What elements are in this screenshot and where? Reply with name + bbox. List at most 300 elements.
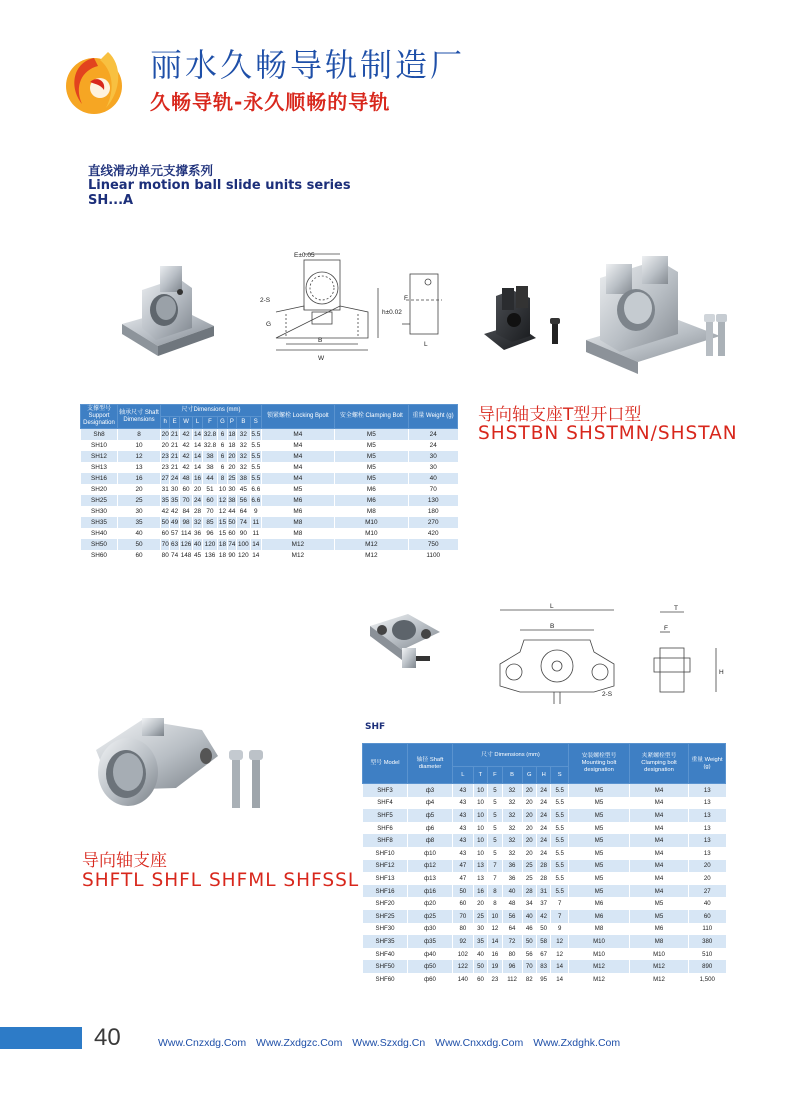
table-cell: M6 — [569, 897, 630, 910]
table-cell: 420 — [408, 528, 457, 539]
table-cell: 16 — [488, 948, 502, 961]
table-cell: 74 — [237, 517, 251, 528]
table-cell: 36 — [502, 860, 522, 873]
table-row — [81, 550, 458, 561]
table-cell: M12 — [262, 539, 335, 550]
table-cell: M5 — [569, 822, 630, 835]
company-slogan: 久畅导轨-永久顺畅的导轨 — [150, 90, 391, 114]
table-cell: ф60 — [408, 973, 453, 986]
table-cell: ф10 — [408, 847, 453, 860]
table-cell: 32 — [237, 451, 251, 462]
table-cell: 27 — [689, 885, 726, 898]
table-cell: 25 — [473, 910, 487, 923]
table-cell: 50 — [228, 519, 236, 526]
table-row — [363, 973, 726, 986]
table-cell: 82 — [522, 973, 536, 986]
table-cell: 18 — [228, 442, 236, 449]
table-cell: 15 — [218, 519, 227, 526]
table-cell: 8 — [488, 897, 502, 910]
table-cell: 10 — [473, 797, 487, 810]
table-cell: 70 — [453, 910, 474, 923]
table-cell: 18 — [227, 429, 236, 441]
table-cell: M5 — [334, 462, 408, 473]
table-cell: 35 — [171, 497, 179, 504]
col-clamping: 安全螺栓 Clamping Bolt — [334, 405, 408, 429]
table-cell: 102 — [453, 948, 474, 961]
table-cell: 96 — [202, 528, 218, 539]
table-cell: 50 — [161, 519, 169, 526]
table-cell: 20 — [118, 484, 161, 495]
table-cell: 7 — [551, 910, 569, 923]
table-cell: 43 — [453, 809, 474, 822]
label-shf-l: L — [550, 603, 554, 610]
section-title-en: Linear motion ball slide units series — [88, 178, 351, 193]
table-cell: 1100 — [408, 550, 457, 561]
table-cell: 42 — [536, 910, 550, 923]
table-cell: SHF4 — [363, 797, 408, 810]
table-cell: SHF12 — [363, 860, 408, 873]
table-cell: SHF40 — [363, 948, 408, 961]
table-cell: SH40 — [81, 528, 118, 539]
table-cell: 20 — [193, 486, 202, 493]
table-cell: 5 — [488, 809, 502, 822]
table-cell: 114 — [180, 530, 192, 537]
table-cell: 70 — [408, 484, 457, 495]
table-cell: 43 — [453, 834, 474, 847]
table-cell: 50 — [522, 935, 536, 948]
label-shf-s: 2-S — [602, 691, 613, 698]
table-cell: 6 — [218, 451, 227, 462]
table-cell: 5.5 — [251, 464, 261, 471]
table-cell: 20 — [522, 797, 536, 810]
table-cell: M4 — [630, 834, 689, 847]
table-cell: 32 — [502, 822, 522, 835]
table-cell: 21 — [170, 429, 179, 441]
table-cell: 40 — [408, 473, 457, 484]
table-cell: SHF35 — [363, 935, 408, 948]
table-row — [81, 495, 458, 506]
table-cell: 12 — [488, 923, 502, 936]
table-cell: ф16 — [408, 885, 453, 898]
col-b: B — [237, 417, 251, 429]
table-cell: M5 — [334, 429, 408, 441]
table-row — [363, 860, 726, 873]
table-cell: 14 — [250, 550, 261, 561]
table-cell: 50 — [536, 923, 550, 936]
table-cell: 6 — [218, 440, 227, 451]
table-cell: M4 — [262, 462, 335, 473]
table-cell: 15 — [218, 530, 227, 537]
col-shf-shaft: 轴径 Shaft diameter — [408, 744, 453, 784]
section-title — [88, 163, 351, 208]
table-cell: M6 — [262, 506, 335, 517]
table-cell: 5.5 — [551, 847, 569, 860]
table-cell: 32 — [237, 462, 251, 473]
table-cell: ф4 — [408, 797, 453, 810]
table-cell: M8 — [262, 517, 335, 528]
table-cell: 20 — [228, 453, 236, 460]
table-cell: 70 — [179, 495, 193, 506]
table-row — [363, 885, 726, 898]
table-cell: 92 — [453, 935, 474, 948]
table-cell: SH12 — [81, 451, 118, 462]
table-cell: M12 — [630, 973, 689, 986]
table-cell: 43 — [453, 797, 474, 810]
table-cell: M10 — [334, 517, 408, 528]
table-cell: 13 — [689, 797, 726, 810]
table-cell: 13 — [689, 847, 726, 860]
table-cell: 84 — [179, 506, 193, 517]
table-cell: 42 — [171, 508, 179, 515]
table-row — [81, 473, 458, 484]
table-cell: 32.8 — [202, 429, 218, 441]
table-cell: ф6 — [408, 822, 453, 835]
table-cell: 136 — [202, 550, 218, 561]
table-cell: 50 — [453, 885, 474, 898]
company-name: 丽水久畅导轨制造厂 — [150, 46, 466, 84]
table-cell: 20 — [522, 784, 536, 797]
table-cell: 38 — [202, 451, 218, 462]
col-e: E — [170, 417, 179, 429]
table-cell: 5.5 — [551, 822, 569, 835]
table-cell: 30 — [473, 923, 487, 936]
table-cell: M5 — [334, 451, 408, 462]
table-cell: M5 — [569, 797, 630, 810]
table-cell: 5 — [488, 822, 502, 835]
table-cell: M12 — [262, 550, 335, 561]
table-cell: SHF60 — [363, 973, 408, 986]
table-cell: 28 — [522, 885, 536, 898]
table-cell: M12 — [569, 960, 630, 973]
table-cell: M8 — [262, 528, 335, 539]
table-cell: 35 — [473, 935, 487, 948]
table-cell: M4 — [262, 473, 335, 484]
table-cell: 5.5 — [250, 429, 261, 441]
table-cell: 7 — [488, 860, 502, 873]
table-cell: 45 — [193, 552, 202, 559]
table-cell: M5 — [569, 784, 630, 797]
table-cell: M10 — [569, 948, 630, 961]
shstbn-product-photo — [482, 238, 742, 388]
table-cell: 32 — [502, 847, 522, 860]
table-cell: Sh8 — [81, 429, 118, 441]
table-cell: 60 — [473, 973, 487, 986]
table-cell: 57 — [171, 530, 179, 537]
table-cell: 112 — [502, 973, 522, 986]
table-cell: M10 — [569, 935, 630, 948]
shf-section-label: SHF — [365, 722, 386, 732]
table-cell: 42 — [179, 451, 193, 462]
col-shf-model: 型号 Model — [363, 744, 408, 784]
table-cell: SHF8 — [363, 834, 408, 847]
table-cell: M10 — [630, 948, 689, 961]
shf-drawing — [490, 600, 730, 712]
table-cell: ф30 — [408, 923, 453, 936]
table-cell: 380 — [689, 935, 726, 948]
col-shf-mounting: 安装螺栓型号 Mounting bolt designation — [569, 744, 630, 784]
col-locking: 锁紧螺栓 Locking Bpolt — [262, 405, 335, 429]
table-cell: 5.5 — [551, 784, 569, 797]
table-cell: ф12 — [408, 860, 453, 873]
table-cell: 32 — [502, 797, 522, 810]
col-s: S — [250, 417, 261, 429]
table-cell: 11 — [250, 528, 261, 539]
table-cell: 24 — [408, 440, 457, 451]
table-cell: 890 — [689, 960, 726, 973]
table-cell: 56 — [522, 948, 536, 961]
table-row — [363, 948, 726, 961]
table-cell: M5 — [334, 440, 408, 451]
col-shf-s: S — [551, 767, 569, 784]
col-shf-weight: 重量 Weight (g) — [689, 744, 726, 784]
table-cell: 6 — [218, 429, 227, 441]
label-shf-h: H — [719, 669, 724, 676]
table-cell: 67 — [536, 948, 550, 961]
col-l: L — [193, 417, 202, 429]
table-cell: 25 — [522, 872, 536, 885]
table-cell: 6.6 — [251, 497, 261, 504]
table-cell: 28 — [193, 508, 202, 515]
table-cell: M12 — [334, 550, 408, 561]
table-cell: 23 — [161, 464, 169, 471]
table-cell: 80 — [502, 948, 522, 961]
table-cell: 32 — [502, 834, 522, 847]
table-cell: ф35 — [408, 935, 453, 948]
table-cell: M4 — [262, 451, 335, 462]
table-cell: ф20 — [408, 897, 453, 910]
table-cell: 9 — [551, 923, 569, 936]
table-cell: M6 — [569, 910, 630, 923]
table-cell: 27 — [161, 475, 169, 482]
col-designation: 支撑型号 Support Designation — [81, 405, 118, 429]
table-cell: 10 — [118, 440, 161, 451]
table-cell: 12 — [218, 497, 227, 504]
table-cell: 120 — [202, 539, 218, 550]
table-cell: 750 — [408, 539, 457, 550]
table-cell: 24 — [536, 784, 550, 797]
table-cell: 130 — [408, 495, 457, 506]
footer-link[interactable]: Www.Cnxxdg.Com — [435, 1037, 524, 1049]
table-cell: SHF50 — [363, 960, 408, 973]
table-cell: 48 — [502, 897, 522, 910]
table-cell: 12 — [218, 508, 227, 515]
table-cell: 60 — [453, 897, 474, 910]
table-cell: 10 — [218, 486, 227, 493]
table-cell: 44 — [202, 473, 218, 484]
table-cell: M5 — [569, 860, 630, 873]
table-cell: 24 — [536, 809, 550, 822]
table-cell: 34 — [522, 897, 536, 910]
col-p: P — [227, 417, 236, 429]
table-cell: 9 — [250, 506, 261, 517]
table-cell: 36 — [193, 530, 202, 537]
table-cell: 5.5 — [551, 872, 569, 885]
table-cell: 95 — [536, 973, 550, 986]
table-cell: M4 — [630, 847, 689, 860]
table-cell: 90 — [237, 528, 251, 539]
table-cell: 96 — [502, 960, 522, 973]
table-cell: SH60 — [81, 550, 118, 561]
table-cell: 510 — [689, 948, 726, 961]
table-cell: 70 — [202, 506, 218, 517]
table-cell: 63 — [171, 541, 179, 548]
table-cell: 24 — [536, 797, 550, 810]
table-cell: 12 — [118, 451, 161, 462]
table-cell: SH16 — [81, 473, 118, 484]
table-row — [363, 897, 726, 910]
table-cell: 46 — [522, 923, 536, 936]
table-cell: 20 — [522, 809, 536, 822]
table-row — [81, 429, 458, 441]
table-cell: 25 — [118, 495, 161, 506]
col-shf-b: B — [502, 767, 522, 784]
table-cell: 25 — [228, 475, 236, 482]
table-cell: 7 — [488, 872, 502, 885]
table-cell: 83 — [536, 960, 550, 973]
sha-spec-table — [80, 404, 458, 561]
table-row — [363, 872, 726, 885]
table-row — [81, 539, 458, 550]
table-cell: 7 — [551, 897, 569, 910]
label-g: G — [266, 321, 272, 328]
table-cell: SH50 — [81, 539, 118, 550]
table-cell: 98 — [179, 517, 193, 528]
table-cell: 14 — [193, 429, 202, 441]
footer-link[interactable]: Www.Zxdghk.Com — [533, 1037, 621, 1049]
table-cell: 18 — [218, 541, 227, 548]
table-cell: 40 — [473, 948, 487, 961]
table-cell: 10 — [473, 834, 487, 847]
table-cell: 31 — [536, 885, 550, 898]
table-cell: M8 — [569, 923, 630, 936]
table-cell: 31 — [161, 486, 169, 493]
table-row — [363, 847, 726, 860]
col-g: G — [218, 417, 227, 429]
table-cell: 42 — [179, 429, 193, 441]
table-cell: M6 — [334, 495, 408, 506]
table-cell: 20 — [689, 860, 726, 873]
table-cell: ф5 — [408, 809, 453, 822]
table-cell: 90 — [228, 552, 236, 559]
table-row — [81, 528, 458, 539]
table-cell: 60 — [118, 550, 161, 561]
footer-link[interactable]: Www.Szxdg.Cn — [352, 1037, 426, 1049]
table-cell: 20 — [161, 442, 169, 449]
table-cell: 5.5 — [551, 860, 569, 873]
table-cell: 5.5 — [251, 475, 261, 482]
footer-link[interactable]: Www.Zxdgzc.Com — [256, 1037, 343, 1049]
label-b: B — [318, 337, 323, 344]
table-cell: 30 — [118, 506, 161, 517]
table-cell: 60 — [202, 495, 218, 506]
footer-links — [158, 1037, 627, 1049]
table-cell: 270 — [408, 517, 457, 528]
label-f: F — [404, 295, 408, 302]
col-shf-l: L — [453, 767, 474, 784]
table-cell: 14 — [250, 539, 261, 550]
table-cell: M5 — [630, 910, 689, 923]
table-cell: 5 — [488, 834, 502, 847]
table-cell: M8 — [334, 506, 408, 517]
col-weight: 重量 Weight (g) — [408, 405, 457, 429]
shf-spec-table — [362, 743, 726, 986]
table-cell: M12 — [630, 960, 689, 973]
table-cell: 126 — [180, 541, 192, 548]
col-w: W — [179, 417, 193, 429]
table-cell: 20 — [228, 464, 236, 471]
table-cell: M5 — [262, 484, 335, 495]
table-cell: 20 — [522, 847, 536, 860]
col-shf-f: F — [488, 767, 502, 784]
table-cell: 80 — [161, 552, 169, 559]
table-cell: M6 — [334, 484, 408, 495]
table-cell: 13 — [689, 784, 726, 797]
table-cell: 12 — [551, 935, 569, 948]
table-cell: 13 — [689, 809, 726, 822]
table-cell: 30 — [408, 451, 457, 462]
table-cell: 56 — [237, 495, 251, 506]
footer-link[interactable]: Www.Cnzxdg.Com — [158, 1037, 247, 1049]
label-l: L — [424, 341, 428, 348]
label-e: E±0.05 — [294, 252, 315, 259]
table-cell: SH10 — [81, 440, 118, 451]
table-cell: SHF10 — [363, 847, 408, 860]
table-cell: M4 — [630, 860, 689, 873]
table-cell: M5 — [569, 809, 630, 822]
table-cell: 30 — [171, 486, 179, 493]
table-cell: 40 — [689, 897, 726, 910]
table-cell: 14 — [551, 960, 569, 973]
table-row — [81, 451, 458, 462]
table-cell: 43 — [453, 784, 474, 797]
table-cell: SH25 — [81, 495, 118, 506]
col-shf-clamping: 夹紧螺栓型号 Clamping bolt designation — [630, 744, 689, 784]
table-cell: 16 — [118, 473, 161, 484]
table-cell: SHF30 — [363, 923, 408, 936]
sha-caption-en: SHSTBN SHSTMN/SHSTAN — [478, 423, 738, 444]
table-cell: 14 — [193, 464, 202, 471]
table-cell: M4 — [630, 885, 689, 898]
table-row — [363, 910, 726, 923]
table-cell: 74 — [171, 552, 179, 559]
table-cell: 8 — [218, 473, 227, 484]
table-row — [363, 960, 726, 973]
table-cell: 60 — [179, 484, 193, 495]
table-cell: 58 — [536, 935, 550, 948]
table-cell: 14 — [551, 973, 569, 986]
table-cell: 38 — [202, 462, 218, 473]
table-cell: 32.8 — [203, 442, 217, 449]
table-cell: M12 — [334, 539, 408, 550]
table-cell: 28 — [536, 872, 550, 885]
table-cell: 28 — [536, 860, 550, 873]
table-cell: 20 — [161, 429, 170, 441]
table-cell: 21 — [171, 442, 179, 449]
table-cell: 8 — [118, 429, 161, 441]
table-cell: M4 — [630, 797, 689, 810]
table-cell: 10 — [488, 910, 502, 923]
section-model: SH...A — [88, 193, 134, 208]
table-cell: 5.5 — [551, 834, 569, 847]
table-row — [363, 923, 726, 936]
label-h: h±0.02 — [382, 309, 402, 316]
company-logo — [60, 42, 130, 120]
table-cell: 24 — [171, 475, 179, 482]
table-cell: 35 — [118, 517, 161, 528]
table-cell: 35 — [161, 497, 169, 504]
table-cell: 43 — [453, 822, 474, 835]
table-cell: 20 — [689, 872, 726, 885]
